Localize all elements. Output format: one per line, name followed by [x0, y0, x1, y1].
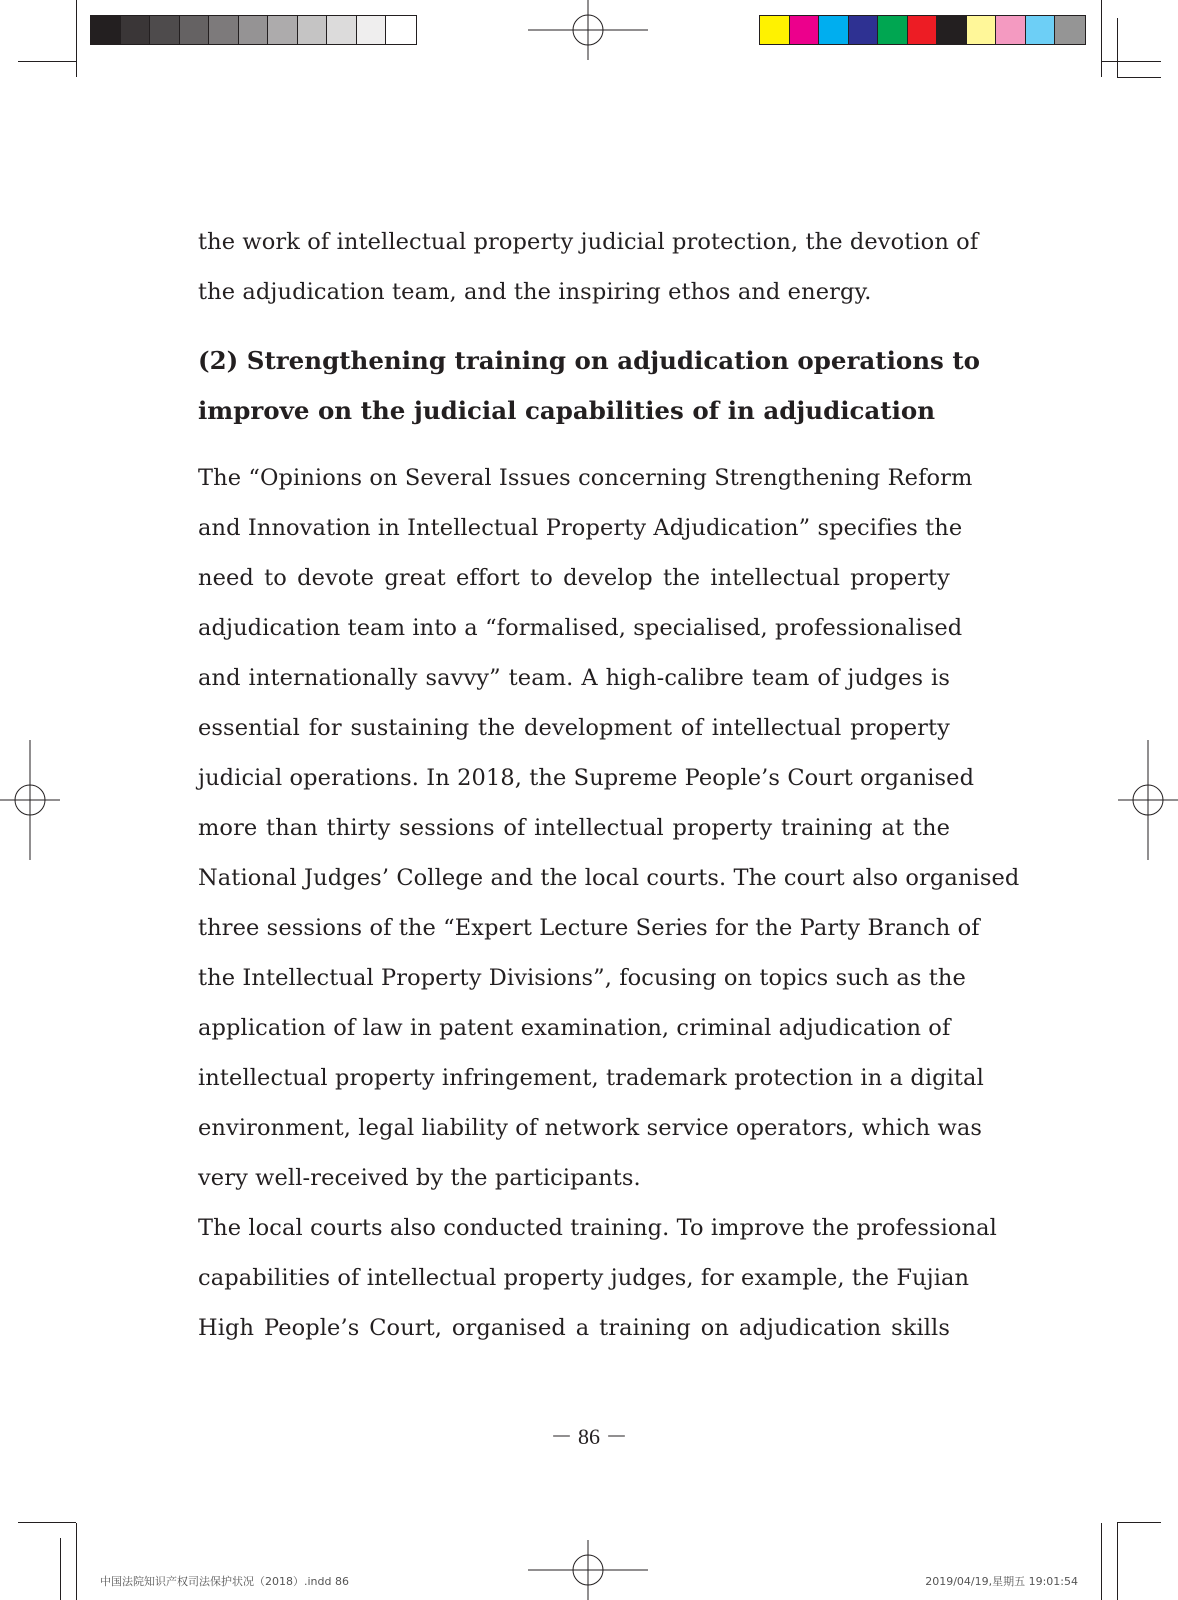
text-line: essential for sustaining the development of intellectual property [198, 715, 950, 741]
registration-mark-icon [528, 0, 648, 60]
text-line: need to devote great effort to develop the intellectual property [198, 565, 950, 591]
text-line: the work of intellectual property judicial protection, the devotion of [198, 229, 979, 255]
registration-mark-icon [1118, 740, 1178, 860]
text-line: very well-received by the participants. [198, 1165, 641, 1191]
text-line: capabilities of intellectual property judges, for example, the Fujian [198, 1265, 970, 1291]
color-swatch [180, 16, 210, 44]
text-line: the Intellectual Property Divisions”, focusing on topics such as the [198, 965, 966, 991]
crop-mark [18, 61, 76, 62]
color-swatch [819, 16, 849, 44]
registration-mark-icon [528, 1540, 648, 1600]
crop-mark [1101, 61, 1161, 62]
text-line: application of law in patent examination, criminal adjudication of [198, 1015, 951, 1041]
text-line: and Innovation in Intellectual Property Adjudication” specifies the [198, 515, 963, 541]
color-swatch [1026, 16, 1056, 44]
text-line: judicial operations. In 2018, the Supreme People’s Court organised [198, 765, 975, 791]
continuation-text [198, 217, 979, 317]
text-line: The local courts also conducted training. To improve the professional [198, 1215, 997, 1241]
color-swatch [357, 16, 387, 44]
slug-timestamp: 2019/04/19,星期五 19:01:54 [925, 1575, 1078, 1588]
crop-mark [76, 1523, 77, 1600]
text-line: more than thirty sessions of intellectual property training at the [198, 815, 950, 841]
color-swatch [91, 16, 121, 44]
color-swatch [150, 16, 180, 44]
text-line: High People’s Court, organised a training on adjudication skills [198, 1315, 950, 1341]
color-swatch [937, 16, 967, 44]
color-swatch [967, 16, 997, 44]
color-swatch [790, 16, 820, 44]
color-swatch [121, 16, 151, 44]
color-swatch [760, 16, 790, 44]
text-line: environment, legal liability of network service operators, which was [198, 1115, 983, 1141]
color-swatch [849, 16, 879, 44]
crop-mark [1117, 77, 1161, 78]
process-color-bar [759, 15, 1086, 45]
text-line: the adjudication team, and the inspiring ethos and energy. [198, 279, 872, 305]
heading-line: (2) Strengthening training on adjudication operations to [198, 346, 981, 375]
crop-mark [1117, 18, 1118, 77]
heading-line: improve on the judicial capabilities of in adjudication [198, 396, 936, 425]
grayscale-color-bar [90, 15, 417, 45]
color-swatch [209, 16, 239, 44]
crop-mark [76, 0, 77, 77]
crop-mark [18, 1522, 76, 1523]
crop-mark [1117, 1522, 1161, 1523]
paragraph-1 [198, 453, 1020, 1203]
color-swatch [268, 16, 298, 44]
color-swatch [878, 16, 908, 44]
crop-mark [1101, 0, 1102, 77]
color-swatch [327, 16, 357, 44]
text-line: and internationally savvy” team. A high-calibre team of judges is [198, 665, 950, 691]
text-line: National Judges’ College and the local courts. The court also organised [198, 865, 1020, 891]
text-line: adjudication team into a “formalised, specialised, professionalised [198, 615, 963, 641]
paragraph-2 [198, 1203, 997, 1353]
color-swatch [996, 16, 1026, 44]
text-line: intellectual property infringement, trademark protection in a digital [198, 1065, 984, 1091]
color-swatch [386, 16, 416, 44]
color-swatch [1055, 16, 1085, 44]
registration-mark-icon [0, 740, 60, 860]
slug-filename: 中国法院知识产权司法保护状况（2018）.indd 86 [100, 1575, 349, 1588]
text-line: The “Opinions on Several Issues concerning Strengthening Reform [198, 465, 973, 491]
text-line: three sessions of the “Expert Lecture Series for the Party Branch of [198, 915, 980, 941]
color-swatch [239, 16, 269, 44]
section-heading [198, 336, 981, 436]
crop-mark [60, 1538, 61, 1600]
crop-mark [1117, 1522, 1118, 1600]
color-swatch [298, 16, 328, 44]
page-number: － 86 － [550, 1424, 628, 1449]
crop-mark [1101, 1523, 1102, 1600]
color-swatch [908, 16, 938, 44]
